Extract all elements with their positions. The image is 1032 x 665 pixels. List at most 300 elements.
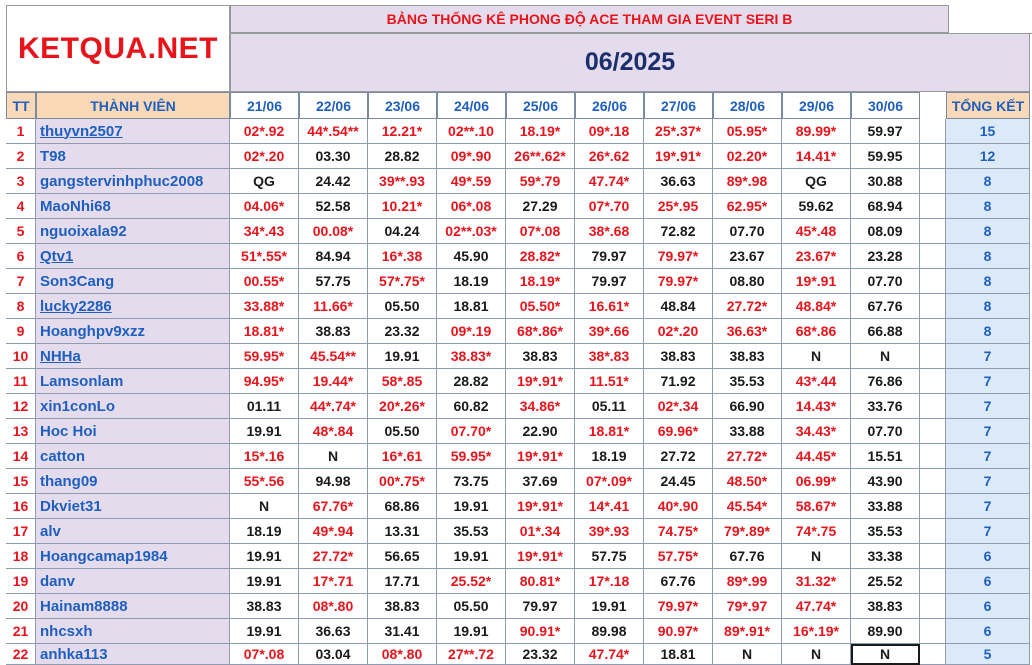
- result-cell[interactable]: 72.82: [644, 219, 713, 244]
- result-cell[interactable]: 07.70: [713, 219, 782, 244]
- empty-cell[interactable]: [920, 244, 946, 269]
- empty-cell[interactable]: [920, 469, 946, 494]
- result-cell[interactable]: 19.91: [230, 544, 299, 569]
- member-name[interactable]: Qtv1: [36, 244, 230, 269]
- result-cell[interactable]: 59.95: [851, 144, 920, 169]
- result-cell[interactable]: 18.81*: [230, 319, 299, 344]
- result-cell[interactable]: 44*.54**: [299, 119, 368, 144]
- result-cell[interactable]: 57.75: [575, 544, 644, 569]
- result-cell[interactable]: 47.74*: [575, 644, 644, 665]
- result-cell[interactable]: 07*.70: [575, 194, 644, 219]
- result-cell[interactable]: 90.91*: [506, 619, 575, 644]
- result-cell[interactable]: 56.65: [368, 544, 437, 569]
- result-cell[interactable]: 45.90: [437, 244, 506, 269]
- result-cell[interactable]: 33.88: [713, 419, 782, 444]
- result-cell[interactable]: 66.90: [713, 394, 782, 419]
- result-cell[interactable]: 00.55*: [230, 269, 299, 294]
- result-cell[interactable]: N: [782, 544, 851, 569]
- result-cell[interactable]: 74*.75: [782, 519, 851, 544]
- result-cell[interactable]: 19.91: [437, 544, 506, 569]
- member-name[interactable]: gangstervinhphuc2008: [36, 169, 230, 194]
- result-cell[interactable]: N: [782, 344, 851, 369]
- result-cell[interactable]: 19*.91*: [644, 144, 713, 169]
- total-score[interactable]: 8: [946, 294, 1030, 319]
- result-cell[interactable]: 15*.16: [230, 444, 299, 469]
- result-cell[interactable]: 73.75: [437, 469, 506, 494]
- result-cell[interactable]: 08.80: [713, 269, 782, 294]
- member-name[interactable]: Lamsonlam: [36, 369, 230, 394]
- result-cell[interactable]: 47.74*: [782, 594, 851, 619]
- empty-cell[interactable]: [920, 144, 946, 169]
- result-cell[interactable]: 26**.62*: [506, 144, 575, 169]
- result-cell[interactable]: 28.82*: [506, 244, 575, 269]
- result-cell[interactable]: 79.97*: [644, 244, 713, 269]
- result-cell[interactable]: 89.99*: [782, 119, 851, 144]
- result-cell[interactable]: 25*.37*: [644, 119, 713, 144]
- total-score[interactable]: 7: [946, 344, 1030, 369]
- empty-cell[interactable]: [920, 119, 946, 144]
- result-cell[interactable]: 22.90: [506, 419, 575, 444]
- result-cell[interactable]: 30.88: [851, 169, 920, 194]
- row-number[interactable]: 20: [6, 594, 36, 619]
- result-cell[interactable]: 59.97: [851, 119, 920, 144]
- member-name[interactable]: Hainam8888: [36, 594, 230, 619]
- result-cell[interactable]: 44.45*: [782, 444, 851, 469]
- result-cell[interactable]: 59.95*: [437, 444, 506, 469]
- result-cell[interactable]: 18.81*: [575, 419, 644, 444]
- empty-cell[interactable]: [920, 444, 946, 469]
- result-cell[interactable]: 01*.34: [506, 519, 575, 544]
- result-cell[interactable]: 47.74*: [575, 169, 644, 194]
- empty-cell[interactable]: [920, 194, 946, 219]
- result-cell[interactable]: N: [782, 644, 851, 665]
- result-cell[interactable]: 94.98: [299, 469, 368, 494]
- result-cell[interactable]: 79*.97: [713, 594, 782, 619]
- result-cell[interactable]: 38*.68: [575, 219, 644, 244]
- result-cell[interactable]: 02**.10: [437, 119, 506, 144]
- result-cell[interactable]: N: [851, 344, 920, 369]
- result-cell[interactable]: 08.09: [851, 219, 920, 244]
- result-cell[interactable]: 16*.19*: [782, 619, 851, 644]
- result-cell[interactable]: 05.50: [368, 294, 437, 319]
- empty-cell[interactable]: [920, 494, 946, 519]
- result-cell[interactable]: 19.91: [230, 619, 299, 644]
- row-number[interactable]: 7: [6, 269, 36, 294]
- result-cell[interactable]: 18.19*: [506, 269, 575, 294]
- member-name[interactable]: NHHa: [36, 344, 230, 369]
- result-cell[interactable]: 90.97*: [644, 619, 713, 644]
- row-number[interactable]: 17: [6, 519, 36, 544]
- row-number[interactable]: 1: [6, 119, 36, 144]
- result-cell[interactable]: 07*.09*: [575, 469, 644, 494]
- result-cell[interactable]: 27**.72: [437, 644, 506, 665]
- total-score[interactable]: 8: [946, 319, 1030, 344]
- result-cell[interactable]: 45*.48: [782, 219, 851, 244]
- result-cell[interactable]: 02**.03*: [437, 219, 506, 244]
- result-cell[interactable]: 14*.41: [575, 494, 644, 519]
- result-cell[interactable]: N: [299, 444, 368, 469]
- result-cell[interactable]: 19.91: [575, 594, 644, 619]
- result-cell[interactable]: 15.51: [851, 444, 920, 469]
- result-cell[interactable]: 76.86: [851, 369, 920, 394]
- result-cell[interactable]: 09*.19: [437, 319, 506, 344]
- result-cell[interactable]: 05.95*: [713, 119, 782, 144]
- result-cell[interactable]: 68*.86*: [506, 319, 575, 344]
- result-cell[interactable]: 19.91: [437, 619, 506, 644]
- result-cell[interactable]: 79.97: [575, 244, 644, 269]
- row-number[interactable]: 5: [6, 219, 36, 244]
- result-cell[interactable]: 67.76: [644, 569, 713, 594]
- member-name[interactable]: Dkviet31: [36, 494, 230, 519]
- result-cell[interactable]: 45.54*: [713, 494, 782, 519]
- empty-cell[interactable]: [920, 219, 946, 244]
- result-cell[interactable]: 05.11: [575, 394, 644, 419]
- result-cell[interactable]: 37.69: [506, 469, 575, 494]
- result-cell[interactable]: 04.06*: [230, 194, 299, 219]
- result-cell[interactable]: 89*.99: [713, 569, 782, 594]
- total-score[interactable]: 7: [946, 469, 1030, 494]
- result-cell[interactable]: 18.81: [437, 294, 506, 319]
- result-cell[interactable]: 36.63*: [713, 319, 782, 344]
- result-cell[interactable]: 38.83: [644, 344, 713, 369]
- header-spacer[interactable]: [920, 92, 946, 119]
- result-cell[interactable]: 39*.93: [575, 519, 644, 544]
- result-cell[interactable]: 49*.94: [299, 519, 368, 544]
- row-number[interactable]: 12: [6, 394, 36, 419]
- result-cell[interactable]: 19.91: [437, 494, 506, 519]
- result-cell[interactable]: 14.41*: [782, 144, 851, 169]
- row-number[interactable]: 10: [6, 344, 36, 369]
- result-cell[interactable]: 38.83: [230, 594, 299, 619]
- member-name[interactable]: nhcsxh: [36, 619, 230, 644]
- total-score[interactable]: 15: [946, 119, 1030, 144]
- result-cell[interactable]: 03.30: [299, 144, 368, 169]
- member-name[interactable]: anhka113: [36, 644, 230, 665]
- result-cell[interactable]: 59*.79: [506, 169, 575, 194]
- member-name[interactable]: danv: [36, 569, 230, 594]
- row-number[interactable]: 4: [6, 194, 36, 219]
- result-cell[interactable]: 28.82: [437, 369, 506, 394]
- member-name[interactable]: thang09: [36, 469, 230, 494]
- header-total[interactable]: TỔNG KẾT: [946, 92, 1030, 119]
- row-number[interactable]: 19: [6, 569, 36, 594]
- result-cell[interactable]: 67.76: [713, 544, 782, 569]
- result-cell[interactable]: 68*.86: [782, 319, 851, 344]
- result-cell[interactable]: 79*.89*: [713, 519, 782, 544]
- result-cell[interactable]: 33.88: [851, 494, 920, 519]
- result-cell[interactable]: 27.72: [644, 444, 713, 469]
- row-number[interactable]: 13: [6, 419, 36, 444]
- header-date[interactable]: 21/06: [230, 92, 299, 119]
- result-cell[interactable]: 27.29: [506, 194, 575, 219]
- result-cell[interactable]: 00*.75*: [368, 469, 437, 494]
- empty-cell[interactable]: [920, 419, 946, 444]
- result-cell[interactable]: 02*.20: [644, 319, 713, 344]
- result-cell[interactable]: 06.99*: [782, 469, 851, 494]
- total-score[interactable]: 8: [946, 194, 1030, 219]
- member-name[interactable]: MaoNhi68: [36, 194, 230, 219]
- empty-cell[interactable]: [920, 269, 946, 294]
- result-cell[interactable]: 79.97*: [644, 594, 713, 619]
- result-cell[interactable]: 04.24: [368, 219, 437, 244]
- result-cell[interactable]: 59.62: [782, 194, 851, 219]
- result-cell[interactable]: 23.67: [713, 244, 782, 269]
- result-cell[interactable]: 12.21*: [368, 119, 437, 144]
- total-score[interactable]: 8: [946, 269, 1030, 294]
- header-date[interactable]: 28/06: [713, 92, 782, 119]
- result-cell[interactable]: 79.97: [506, 594, 575, 619]
- result-cell[interactable]: 66.88: [851, 319, 920, 344]
- result-cell[interactable]: 49*.59: [437, 169, 506, 194]
- total-score[interactable]: 6: [946, 594, 1030, 619]
- month-title[interactable]: 06/2025: [230, 33, 1030, 92]
- result-cell[interactable]: 89*.91*: [713, 619, 782, 644]
- result-cell[interactable]: 36.63: [644, 169, 713, 194]
- total-score[interactable]: 8: [946, 219, 1030, 244]
- empty-cell[interactable]: [920, 294, 946, 319]
- result-cell[interactable]: 36.63: [299, 619, 368, 644]
- result-cell[interactable]: 00.08*: [299, 219, 368, 244]
- header-date[interactable]: 30/06: [851, 92, 920, 119]
- result-cell[interactable]: 68.94: [851, 194, 920, 219]
- member-name[interactable]: lucky2286: [36, 294, 230, 319]
- empty-cell[interactable]: [920, 394, 946, 419]
- result-cell[interactable]: 38.83: [506, 344, 575, 369]
- result-cell[interactable]: 07*.08: [230, 644, 299, 665]
- total-score[interactable]: 7: [946, 369, 1030, 394]
- row-number[interactable]: 3: [6, 169, 36, 194]
- result-cell[interactable]: 40*.90: [644, 494, 713, 519]
- row-number[interactable]: 2: [6, 144, 36, 169]
- result-cell[interactable]: 31.32*: [782, 569, 851, 594]
- result-cell[interactable]: 10.21*: [368, 194, 437, 219]
- result-cell[interactable]: 58.67*: [782, 494, 851, 519]
- result-cell[interactable]: 67.76: [851, 294, 920, 319]
- result-cell[interactable]: 24.45: [644, 469, 713, 494]
- total-score[interactable]: 7: [946, 419, 1030, 444]
- empty-cell[interactable]: [920, 544, 946, 569]
- result-cell[interactable]: 19.91: [230, 569, 299, 594]
- result-cell[interactable]: 16*.38: [368, 244, 437, 269]
- result-cell[interactable]: N: [851, 644, 920, 665]
- result-cell[interactable]: 02*.92: [230, 119, 299, 144]
- result-cell[interactable]: 39**.93: [368, 169, 437, 194]
- result-cell[interactable]: 51*.55*: [230, 244, 299, 269]
- result-cell[interactable]: 67.76*: [299, 494, 368, 519]
- result-cell[interactable]: 25.52*: [437, 569, 506, 594]
- result-cell[interactable]: 17.71: [368, 569, 437, 594]
- result-cell[interactable]: 80.81*: [506, 569, 575, 594]
- result-cell[interactable]: 43*.44: [782, 369, 851, 394]
- total-score[interactable]: 12: [946, 144, 1030, 169]
- total-score[interactable]: 7: [946, 394, 1030, 419]
- result-cell[interactable]: 20*.26*: [368, 394, 437, 419]
- result-cell[interactable]: 23.67*: [782, 244, 851, 269]
- result-cell[interactable]: 18.19: [575, 444, 644, 469]
- result-cell[interactable]: 23.32: [506, 644, 575, 665]
- member-name[interactable]: catton: [36, 444, 230, 469]
- header-date[interactable]: 26/06: [575, 92, 644, 119]
- empty-cell[interactable]: [920, 569, 946, 594]
- result-cell[interactable]: 33.76: [851, 394, 920, 419]
- result-cell[interactable]: 35.53: [851, 519, 920, 544]
- result-cell[interactable]: 38*.83: [575, 344, 644, 369]
- row-number[interactable]: 8: [6, 294, 36, 319]
- result-cell[interactable]: N: [713, 644, 782, 665]
- result-cell[interactable]: 44*.74*: [299, 394, 368, 419]
- result-cell[interactable]: 33.38: [851, 544, 920, 569]
- result-cell[interactable]: 34.86*: [506, 394, 575, 419]
- result-cell[interactable]: 08*.80: [368, 644, 437, 665]
- result-cell[interactable]: 19*.91: [782, 269, 851, 294]
- result-cell[interactable]: 48.50*: [713, 469, 782, 494]
- table-banner-title[interactable]: BẢNG THỐNG KÊ PHONG ĐỘ ACE THAM GIA EVENT SERI B: [230, 5, 949, 33]
- total-score[interactable]: 8: [946, 169, 1030, 194]
- result-cell[interactable]: 16*.61: [368, 444, 437, 469]
- header-member[interactable]: THÀNH VIÊN: [36, 92, 230, 119]
- result-cell[interactable]: 71.92: [644, 369, 713, 394]
- result-cell[interactable]: 45.54**: [299, 344, 368, 369]
- result-cell[interactable]: 62.95*: [713, 194, 782, 219]
- result-cell[interactable]: 23.28: [851, 244, 920, 269]
- result-cell[interactable]: 34*.43: [230, 219, 299, 244]
- result-cell[interactable]: 07.70: [851, 269, 920, 294]
- result-cell[interactable]: 24.42: [299, 169, 368, 194]
- result-cell[interactable]: 18.19*: [506, 119, 575, 144]
- result-cell[interactable]: 48.84*: [782, 294, 851, 319]
- empty-cell[interactable]: [949, 5, 1032, 34]
- result-cell[interactable]: 05.50: [368, 419, 437, 444]
- row-number[interactable]: 16: [6, 494, 36, 519]
- result-cell[interactable]: 26*.62: [575, 144, 644, 169]
- result-cell[interactable]: N: [230, 494, 299, 519]
- result-cell[interactable]: 38.83: [299, 319, 368, 344]
- result-cell[interactable]: 89.98: [575, 619, 644, 644]
- result-cell[interactable]: 33.88*: [230, 294, 299, 319]
- result-cell[interactable]: 27.72*: [713, 444, 782, 469]
- total-score[interactable]: 7: [946, 519, 1030, 544]
- row-number[interactable]: 9: [6, 319, 36, 344]
- result-cell[interactable]: 19.44*: [299, 369, 368, 394]
- total-score[interactable]: 5: [946, 644, 1030, 665]
- member-name[interactable]: alv: [36, 519, 230, 544]
- result-cell[interactable]: 84.94: [299, 244, 368, 269]
- result-cell[interactable]: 79.97*: [644, 269, 713, 294]
- result-cell[interactable]: 57.75: [299, 269, 368, 294]
- result-cell[interactable]: 02*.34: [644, 394, 713, 419]
- result-cell[interactable]: 08*.80: [299, 594, 368, 619]
- total-score[interactable]: 8: [946, 244, 1030, 269]
- result-cell[interactable]: 38.83*: [437, 344, 506, 369]
- result-cell[interactable]: 05.50*: [506, 294, 575, 319]
- result-cell[interactable]: 19*.91*: [506, 369, 575, 394]
- result-cell[interactable]: 79.97: [575, 269, 644, 294]
- empty-cell[interactable]: [920, 644, 946, 665]
- result-cell[interactable]: 01.11: [230, 394, 299, 419]
- empty-cell[interactable]: [920, 319, 946, 344]
- result-cell[interactable]: 19.91: [230, 419, 299, 444]
- result-cell[interactable]: 48.84: [644, 294, 713, 319]
- result-cell[interactable]: 19*.91*: [506, 544, 575, 569]
- empty-cell[interactable]: [920, 344, 946, 369]
- member-name[interactable]: nguoixala92: [36, 219, 230, 244]
- result-cell[interactable]: 19*.91*: [506, 444, 575, 469]
- result-cell[interactable]: 74.75*: [644, 519, 713, 544]
- result-cell[interactable]: 58*.85: [368, 369, 437, 394]
- member-name[interactable]: xin1conLo: [36, 394, 230, 419]
- result-cell[interactable]: 14.43*: [782, 394, 851, 419]
- row-number[interactable]: 22: [6, 644, 36, 665]
- member-name[interactable]: thuyvn2507: [36, 119, 230, 144]
- result-cell[interactable]: QG: [782, 169, 851, 194]
- header-tt[interactable]: TT: [6, 92, 36, 119]
- result-cell[interactable]: 48*.84: [299, 419, 368, 444]
- row-number[interactable]: 6: [6, 244, 36, 269]
- result-cell[interactable]: 31.41: [368, 619, 437, 644]
- result-cell[interactable]: 07.70: [851, 419, 920, 444]
- result-cell[interactable]: 18.19: [230, 519, 299, 544]
- result-cell[interactable]: 89.90: [851, 619, 920, 644]
- header-date[interactable]: 24/06: [437, 92, 506, 119]
- total-score[interactable]: 7: [946, 444, 1030, 469]
- result-cell[interactable]: 34.43*: [782, 419, 851, 444]
- result-cell[interactable]: 68.86: [368, 494, 437, 519]
- result-cell[interactable]: 17*.18: [575, 569, 644, 594]
- header-date[interactable]: 29/06: [782, 92, 851, 119]
- total-score[interactable]: 6: [946, 544, 1030, 569]
- result-cell[interactable]: 57*.75*: [368, 269, 437, 294]
- header-date[interactable]: 22/06: [299, 92, 368, 119]
- result-cell[interactable]: 06*.08: [437, 194, 506, 219]
- result-cell[interactable]: 07*.08: [506, 219, 575, 244]
- row-number[interactable]: 15: [6, 469, 36, 494]
- result-cell[interactable]: 02.20*: [713, 144, 782, 169]
- result-cell[interactable]: 38.83: [368, 594, 437, 619]
- result-cell[interactable]: 59.95*: [230, 344, 299, 369]
- result-cell[interactable]: 13.31: [368, 519, 437, 544]
- result-cell[interactable]: 18.19: [437, 269, 506, 294]
- result-cell[interactable]: 38.83: [851, 594, 920, 619]
- header-date[interactable]: 23/06: [368, 92, 437, 119]
- empty-cell[interactable]: [920, 594, 946, 619]
- result-cell[interactable]: 60.82: [437, 394, 506, 419]
- header-date[interactable]: 27/06: [644, 92, 713, 119]
- result-cell[interactable]: 11.66*: [299, 294, 368, 319]
- row-number[interactable]: 14: [6, 444, 36, 469]
- empty-cell[interactable]: [920, 369, 946, 394]
- result-cell[interactable]: 27.72*: [713, 294, 782, 319]
- empty-cell[interactable]: [920, 169, 946, 194]
- result-cell[interactable]: 16.61*: [575, 294, 644, 319]
- result-cell[interactable]: 25*.95: [644, 194, 713, 219]
- result-cell[interactable]: 55*.56: [230, 469, 299, 494]
- result-cell[interactable]: 19.91: [368, 344, 437, 369]
- total-score[interactable]: 6: [946, 619, 1030, 644]
- result-cell[interactable]: 23.32: [368, 319, 437, 344]
- result-cell[interactable]: 69.96*: [644, 419, 713, 444]
- result-cell[interactable]: 02*.20: [230, 144, 299, 169]
- total-score[interactable]: 6: [946, 569, 1030, 594]
- result-cell[interactable]: 18.81: [644, 644, 713, 665]
- member-name[interactable]: Son3Cang: [36, 269, 230, 294]
- result-cell[interactable]: 07.70*: [437, 419, 506, 444]
- result-cell[interactable]: 03.04: [299, 644, 368, 665]
- empty-cell[interactable]: [920, 519, 946, 544]
- member-name[interactable]: Hoangcamap1984: [36, 544, 230, 569]
- result-cell[interactable]: 94.95*: [230, 369, 299, 394]
- result-cell[interactable]: 39*.66: [575, 319, 644, 344]
- result-cell[interactable]: 27.72*: [299, 544, 368, 569]
